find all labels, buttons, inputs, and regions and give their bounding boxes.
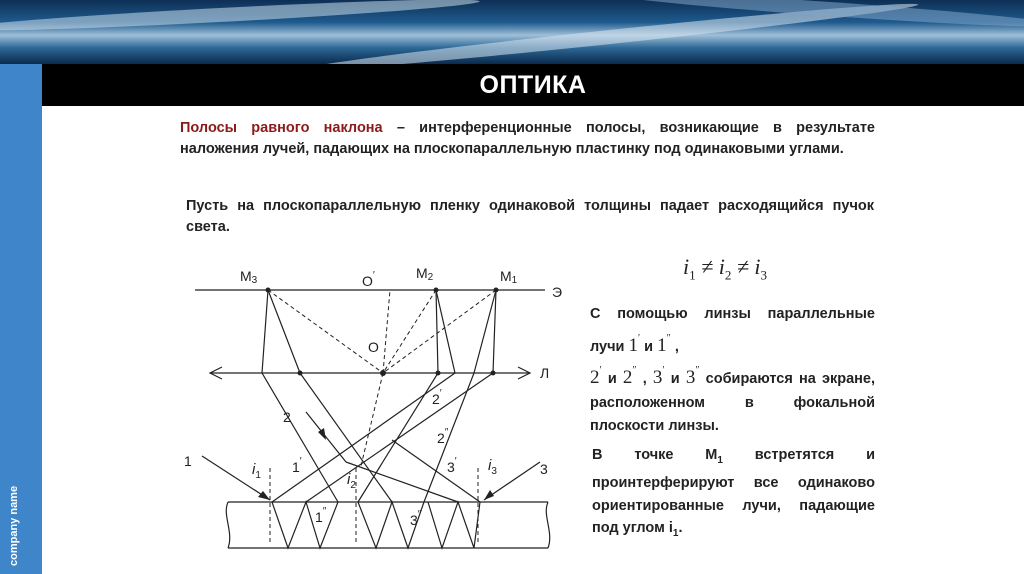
lens-point-b <box>436 371 441 376</box>
ray-3-prime: 3′ <box>652 365 665 388</box>
point-m3 <box>266 288 271 293</box>
label-ray-2-dprime: 2″ <box>437 427 449 446</box>
ray-1-prime: 1′ <box>628 332 641 356</box>
lens-point-a <box>298 371 303 376</box>
point-o <box>380 370 386 376</box>
label-ray-1-prime: 1′ <box>292 456 302 475</box>
label-ray-2-prime: 2′ <box>432 388 442 407</box>
ray-2-prime: 2′ <box>590 365 602 388</box>
ray-path-h <box>392 440 480 502</box>
zigzag-1 <box>272 502 338 548</box>
arrow-ray-3 <box>484 490 494 500</box>
label-ray-2: 2 <box>283 409 291 425</box>
arrow-ray-2 <box>318 428 326 440</box>
header-banner <box>0 0 1024 64</box>
ray-path-g <box>346 462 458 502</box>
definition-paragraph <box>180 118 875 160</box>
ray-3-dprime: 3″ <box>685 365 700 388</box>
dash-axis <box>383 290 390 373</box>
label-m2: М2 <box>416 265 434 283</box>
interference-diagram <box>180 250 580 556</box>
angle-formula: $i_1 \ne i_2 \ne i_3$ <box>683 254 768 283</box>
ray-path-e <box>300 373 392 502</box>
label-ray-3-prime: 3′ <box>447 456 457 475</box>
zigzag-3 <box>428 502 480 548</box>
plate-left-edge <box>226 502 229 548</box>
point-m1 <box>494 288 499 293</box>
conclusion-paragraph: В точке $М_1$ встретятся и проинтерферируют все одинаково ориентированные лучи, падающие под углом $i_1$. <box>592 447 875 540</box>
label-angle-i2: $i_2$ <box>347 471 356 491</box>
label-o: О <box>368 339 379 355</box>
label-ray-3: 3 <box>540 461 548 477</box>
label-lens: Л <box>540 365 550 381</box>
title-bar <box>42 64 1024 106</box>
focus-1b <box>493 290 496 373</box>
dash-m2 <box>383 290 436 373</box>
ray-1-dprime: 1″ <box>657 332 671 356</box>
definition-term: Полосы равного наклона <box>180 120 383 136</box>
label-angle-i3: $i_3$ <box>488 457 497 477</box>
company-name: company name <box>8 485 20 566</box>
label-ray-1: 1 <box>184 453 192 469</box>
label-ray-1-dprime: 1″ <box>315 506 327 525</box>
lens-point-c <box>491 371 496 376</box>
dash-m1 <box>383 290 496 373</box>
definition-text: – интерференционные полосы, возникающие в результате наложения лучей, падающих на плоскопараллельную пластинку под одинаковыми углами. <box>180 120 875 157</box>
ray-path-b <box>306 373 493 502</box>
label-ray-3-dprime: 3″ <box>410 509 422 528</box>
focus-3b <box>268 290 300 373</box>
label-screen: Э <box>552 284 563 300</box>
page-title: ОПТИКА <box>479 70 587 99</box>
setup-paragraph: Пусть на плоскопараллельную пленку одинаковой толщины падает расходящийся пучок света. <box>186 198 874 235</box>
focus-2a <box>436 290 438 373</box>
label-o-prime: О′ <box>362 270 375 289</box>
dash-o <box>361 373 383 466</box>
lens-paragraph: С помощью линзы параллельные лучи 1′ и 1″ , 2′ и 2″ , 3′ и 3″ собираются на экране, расположенном в фокальной плоскости линзы. <box>590 306 875 434</box>
arrow-ray-1 <box>258 491 270 500</box>
point-m2 <box>434 288 439 293</box>
label-m1: М1 <box>500 268 518 286</box>
ray-path-d <box>358 373 438 502</box>
plate-right-edge <box>546 502 549 548</box>
label-angle-i1: $i_1$ <box>252 461 261 481</box>
label-m3: М3 <box>240 268 258 286</box>
dash-m3 <box>268 290 383 373</box>
ray-2-dprime: 2″ <box>622 365 637 388</box>
focus-3a <box>262 290 268 373</box>
focus-1a <box>474 290 496 373</box>
side-strip <box>0 64 42 574</box>
